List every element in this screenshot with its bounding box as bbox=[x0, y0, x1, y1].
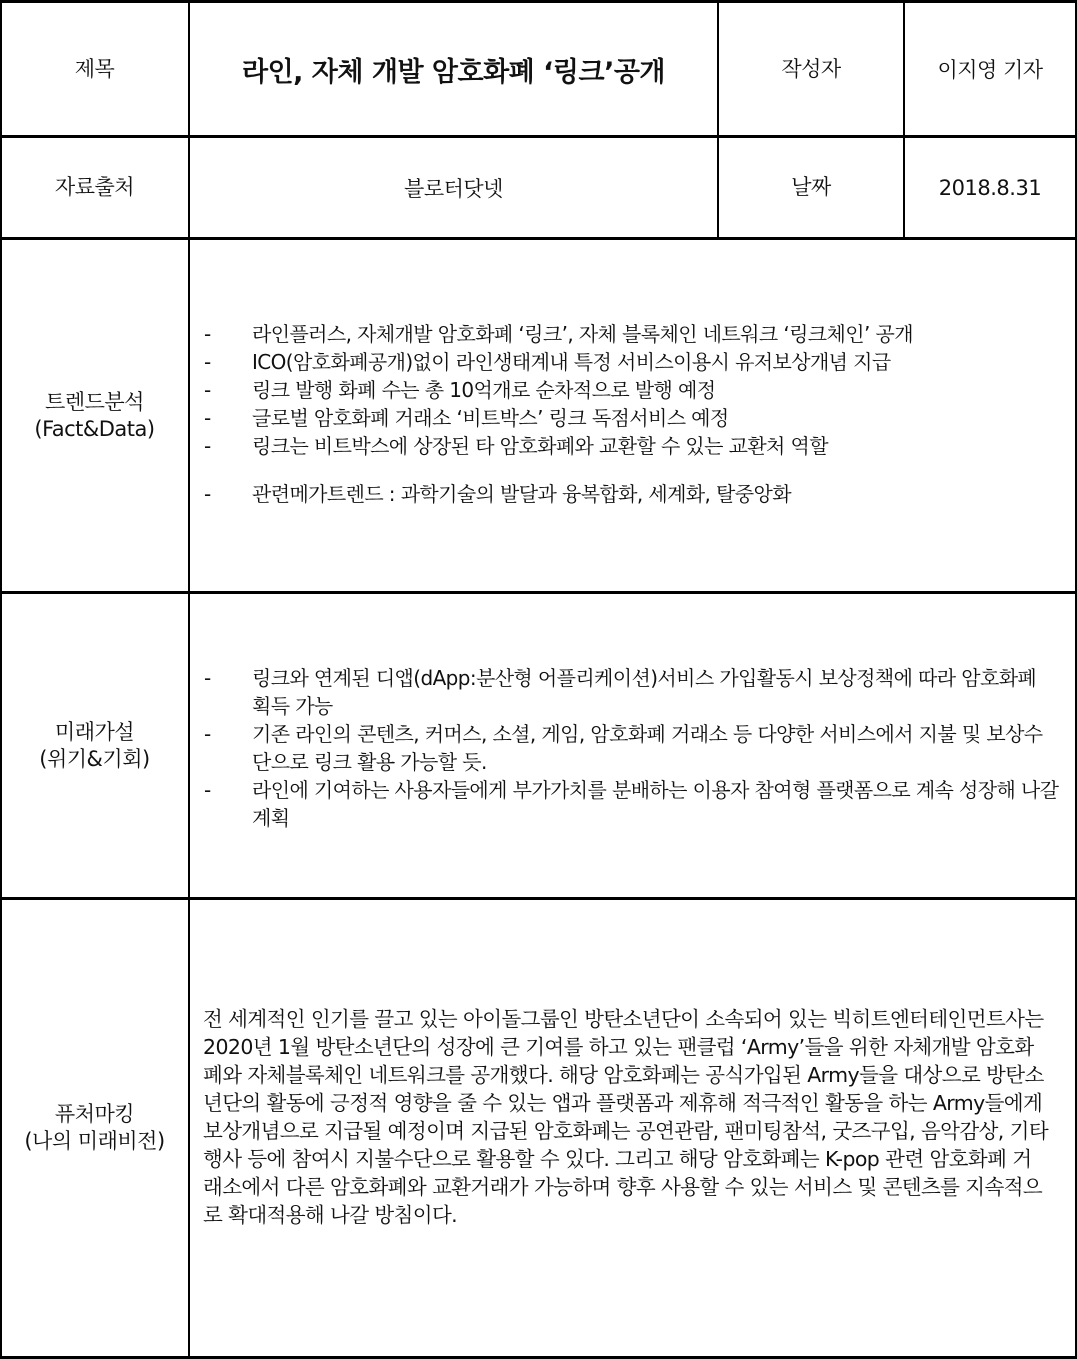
date-label: 날짜 bbox=[791, 175, 831, 199]
title-value-cell bbox=[190, 3, 717, 135]
futuremarking-paragraph: 전 세계적인 인기를 끌고 있는 아이돌그룹인 방탄소년단이 소속되어 있는 빅히트엔터테인먼트사는 2020년 1월 방탄소년단의 성장에 큰 기여를 하고 있는 팬클럽 ‘Army’들을 위한 자체개발 암호화폐와 자체블록체인 네트워크를 공개했다. 해당 암호화폐는 공식가입된 Army들을 대상으로 방탄소년단의 활동에 긍정적 영향을 줄 수 있는 앱과 플랫폼과 제휴해 적극적인 활동을 하는 Army들에게 보상개념으로 지급될 예정이며 지급된 암호화폐는 공연관람, 팬미팅참석, 굿즈구입, 음악감상, 기타 행사 등에 참여시 지불수단으로 활용할 수 있다. 그리고 해당 암호화폐는 K-pop 관련 암호화폐 거래소에서 다른 암호화폐와 교환거래가 가능하며 향후 사용할 수 있는 서비스 및 콘텐츠를 지속적으로 확대적용해 나갈 방침이다. bbox=[203, 1007, 1049, 1227]
hypothesis-content-cell bbox=[190, 594, 1060, 897]
futuremarking-content-cell bbox=[190, 900, 1050, 1356]
source-value-cell bbox=[190, 138, 717, 237]
author-label-cell bbox=[719, 3, 903, 135]
date-value: 2018.8.31 bbox=[938, 175, 1042, 200]
author-label: 작성자 bbox=[781, 56, 841, 81]
trend-label-cell bbox=[0, 240, 189, 591]
list-item: - 글로벌 암호화폐 거래소 ‘비트박스’ 링크 독점서비스 예정 bbox=[190, 404, 913, 432]
trend-list bbox=[190, 320, 913, 508]
list-item: - 라인에 기여하는 사용자들에게 부가가치를 분배하는 이용자 참여형 플랫폼으로 계속 성장해 나갈 계획 bbox=[190, 776, 1060, 832]
article-title: 라인, 자체 개발 암호화폐 ‘링크’공개 bbox=[241, 56, 666, 88]
title-label-cell bbox=[0, 3, 189, 135]
author-value-cell bbox=[905, 3, 1075, 135]
hypothesis-label: 미래가설 bbox=[54, 719, 135, 744]
date-label-cell bbox=[719, 138, 903, 237]
list-item: - 관련메가트렌드 : 과학기술의 발달과 융복합화, 세계화, 탈중앙화 bbox=[190, 480, 913, 508]
title-label: 제목 bbox=[74, 56, 115, 81]
trend-content-cell bbox=[190, 240, 1075, 591]
source-label: 자료출처 bbox=[54, 175, 135, 199]
hypothesis-list bbox=[190, 664, 1060, 832]
hypothesis-sublabel: (위기&기회) bbox=[39, 746, 150, 771]
list-item: - 링크 발행 화폐 수는 총 10억개로 순차적으로 발행 예정 bbox=[190, 376, 913, 404]
list-item: - 링크와 연계된 디앱(dApp:분산형 어플리케이션)서비스 가입활동시 보상정책에 따라 암호화폐 획득 가능 bbox=[190, 664, 1060, 720]
date-value-cell bbox=[905, 138, 1075, 237]
trend-label: 트렌드분석 bbox=[45, 389, 144, 414]
author-name: 이지영 기자 bbox=[937, 58, 1043, 82]
list-item: - ICO(암호화폐공개)없이 라인생태계내 특정 서비스이용시 유저보상개념 지급 bbox=[190, 348, 913, 376]
futuremarking-label-cell bbox=[0, 900, 189, 1356]
list-item: - 기존 라인의 콘텐츠, 커머스, 소셜, 게임, 암호화폐 거래소 등 다양한 서비스에서 지불 및 보상수단으로 링크 활용 가능할 듯. bbox=[190, 720, 1060, 776]
trend-sublabel: (Fact&Data) bbox=[34, 416, 155, 441]
source-label-cell bbox=[0, 138, 189, 237]
source-name: 블로터닷넷 bbox=[404, 176, 503, 201]
hypothesis-label-cell bbox=[0, 594, 189, 897]
futuremarking-sublabel: (나의 미래비전) bbox=[24, 1129, 165, 1153]
list-item: - 링크는 비트박스에 상장된 타 암호화폐와 교환할 수 있는 교환처 역할 bbox=[190, 432, 913, 460]
list-item: - 라인플러스, 자체개발 암호화폐 ‘링크’, 자체 블록체인 네트워크 ‘링크체인’ 공개 bbox=[190, 320, 913, 348]
futuremarking-label: 퓨처마킹 bbox=[54, 1102, 135, 1126]
